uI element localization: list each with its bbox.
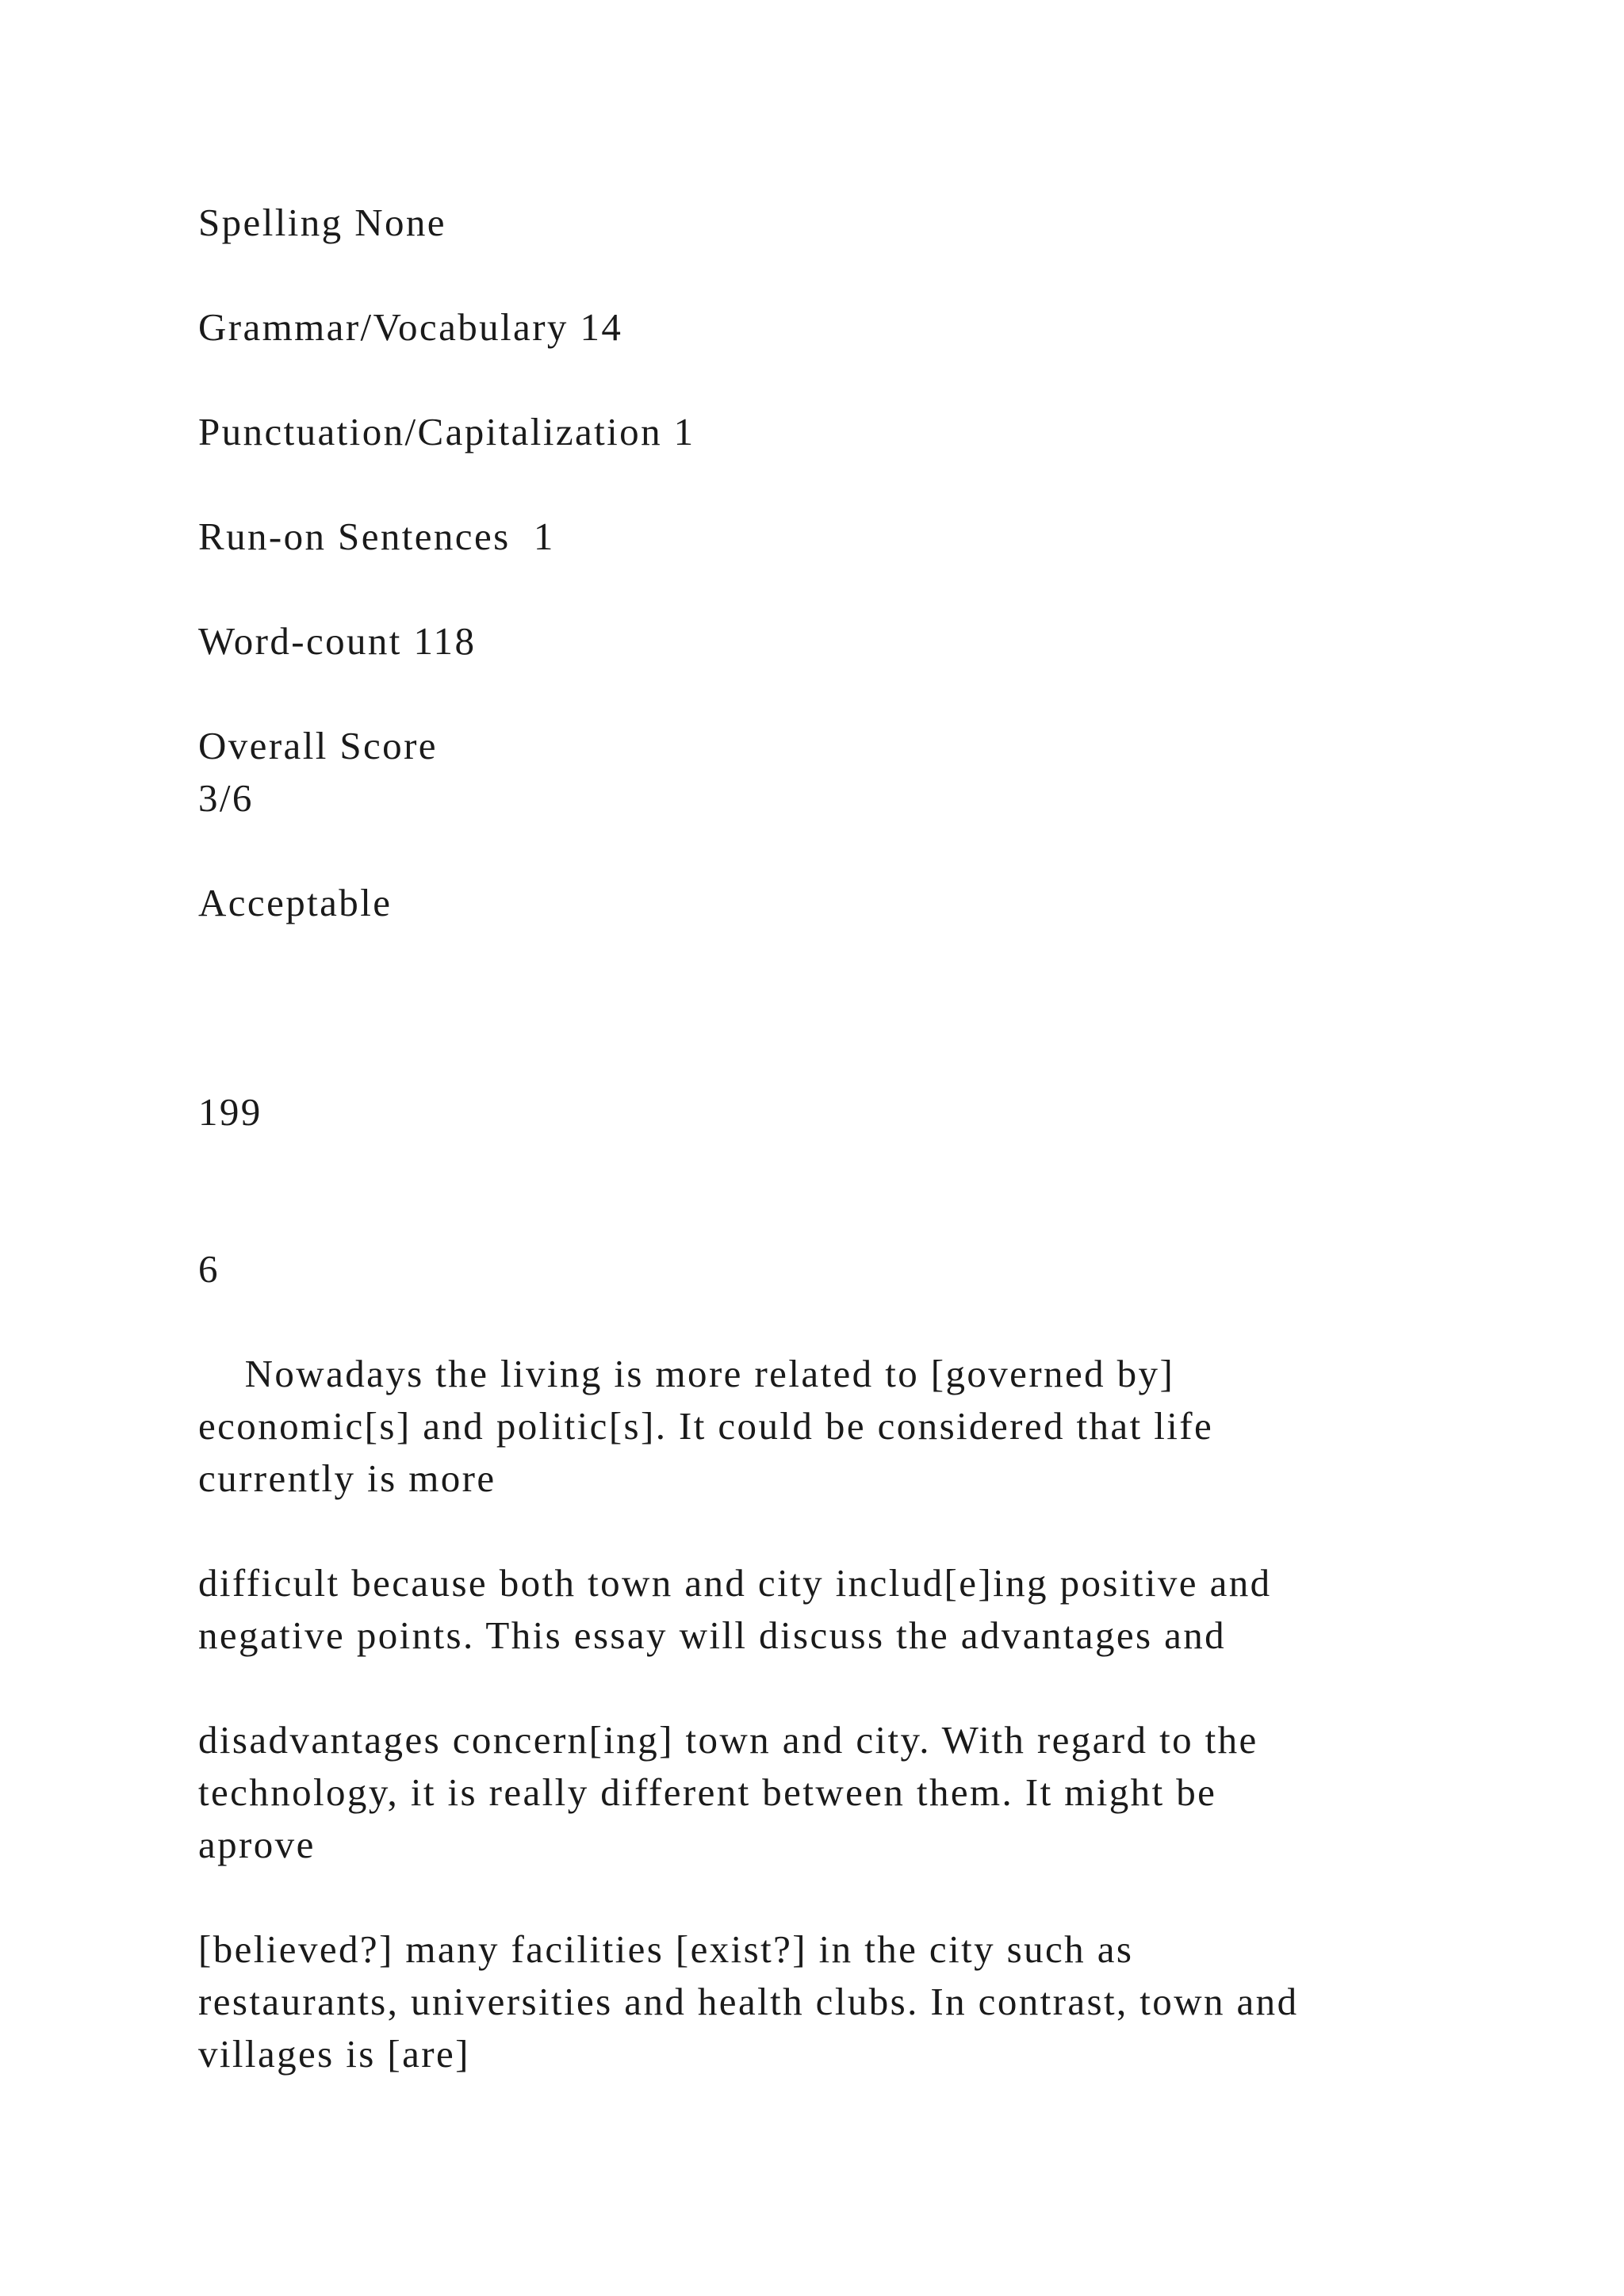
- grammar-vocabulary-score: Grammar/Vocabulary 14: [198, 305, 623, 349]
- overall-score-value: 3/6: [198, 776, 254, 820]
- essay-line: aprove: [198, 1823, 316, 1866]
- essay-line: restaurants, universities and health clubs. In contrast, town and: [198, 1980, 1299, 2023]
- essay-line: [believed?] many facilities [exist?] in the city such as: [198, 1927, 1134, 1971]
- page-number-199: 199: [198, 1090, 262, 1134]
- essay-line: technology, it is really different between them. It might be: [198, 1770, 1217, 1814]
- punctuation-capitalization-score: Punctuation/Capitalization 1: [198, 410, 695, 453]
- essay-line: economic[s] and politic[s]. It could be considered that life: [198, 1404, 1214, 1448]
- rating: Acceptable: [198, 881, 393, 924]
- run-on-sentences-score: Run-on Sentences 1: [198, 515, 555, 558]
- essay-line: villages is [are]: [198, 2032, 470, 2076]
- page-number-6: 6: [198, 1247, 220, 1291]
- essay-line: negative points. This essay will discuss the advantages and: [198, 1613, 1227, 1657]
- essay-line: currently is more: [198, 1456, 496, 1500]
- spelling-score: Spelling None: [198, 201, 446, 244]
- overall-score-label: Overall Score: [198, 724, 438, 767]
- essay-line: Nowadays the living is more related to [governed by]: [198, 1352, 1175, 1395]
- word-count: Word-count 118: [198, 619, 477, 663]
- essay-line: difficult because both town and city includ[e]ing positive and: [198, 1561, 1272, 1605]
- essay-line: disadvantages concern[ing] town and city. With regard to the: [198, 1718, 1258, 1762]
